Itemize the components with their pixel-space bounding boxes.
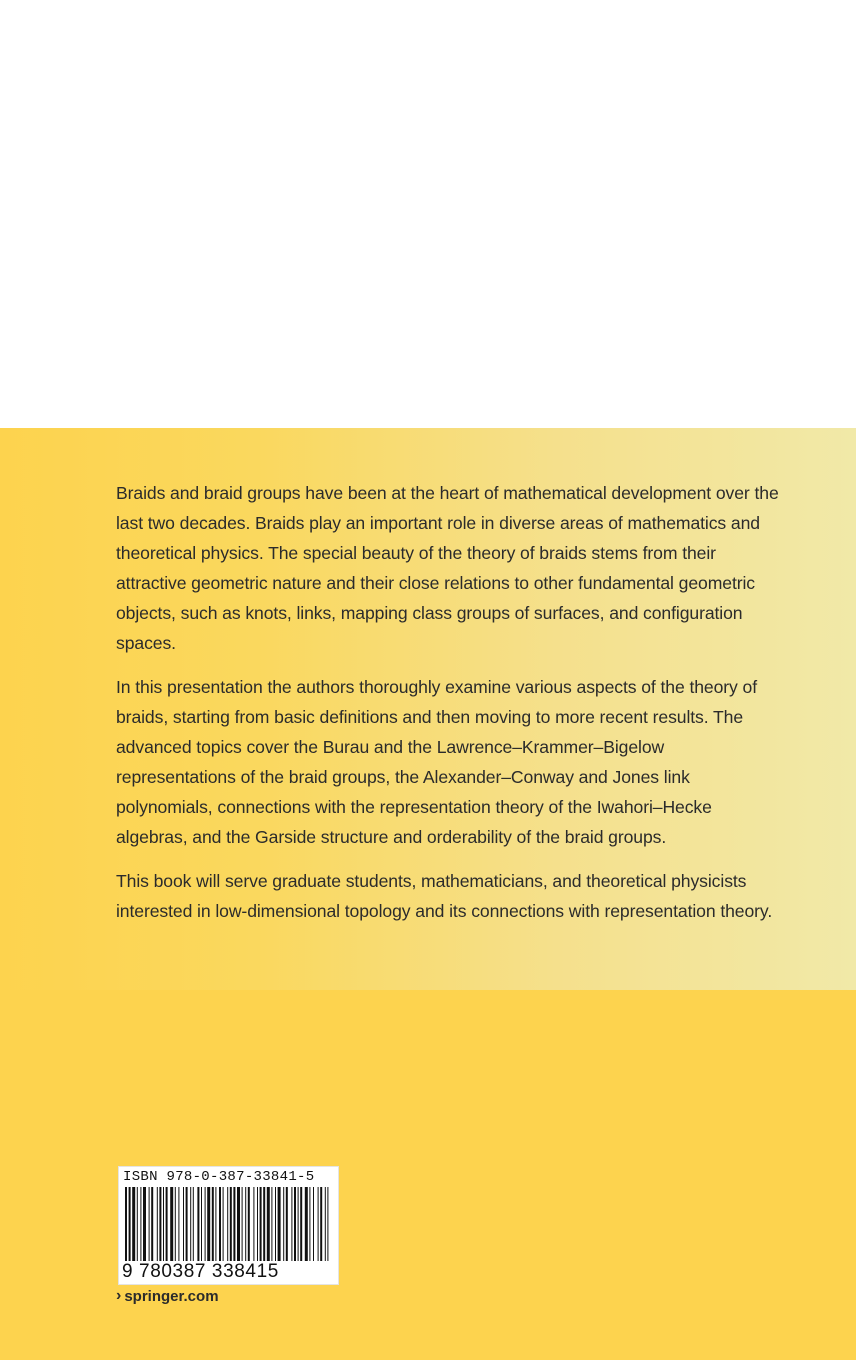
barcode-bar	[263, 1187, 265, 1261]
barcode-bar	[190, 1187, 191, 1269]
barcode-bar	[193, 1187, 194, 1269]
isbn-label: ISBN 978-0-387-33841-5	[123, 1169, 315, 1185]
publisher-url: springer.com	[124, 1287, 219, 1305]
barcode-bar	[197, 1187, 199, 1261]
barcode-bar	[242, 1187, 243, 1261]
barcode-bar	[257, 1187, 258, 1261]
barcode-bar	[186, 1187, 188, 1261]
barcode-bar	[129, 1187, 131, 1269]
publisher-link[interactable]	[116, 1287, 219, 1305]
isbn-barcode-box	[118, 1166, 339, 1285]
barcode-bar	[305, 1187, 308, 1261]
barcode-bar	[233, 1187, 235, 1261]
barcode-bar	[212, 1187, 214, 1261]
barcode-bar	[309, 1187, 310, 1261]
barcode-bar	[157, 1187, 158, 1261]
barcode-bar	[237, 1187, 240, 1261]
barcode-bar	[327, 1187, 328, 1261]
back-cover-blurb	[116, 478, 786, 940]
barcode-bar	[178, 1187, 179, 1261]
barcode-bar	[151, 1187, 153, 1261]
barcode-bar	[245, 1187, 246, 1261]
barcode-bar	[175, 1187, 176, 1261]
barcode-digits: 9 780387 338415	[122, 1261, 279, 1282]
blurb-paragraph-3: This book will serve graduate students, mathematicians, and theoretical physicists interested in low-dimensional topology and its connections with representation theory.	[116, 871, 773, 921]
barcode-bar	[166, 1187, 168, 1261]
barcode-bar	[137, 1187, 138, 1261]
barcode-bar	[253, 1187, 254, 1261]
barcode-bar	[207, 1187, 210, 1261]
top-white-area	[0, 0, 856, 428]
barcode-bar	[230, 1187, 232, 1261]
barcode-bar	[318, 1187, 319, 1261]
barcode-bar	[215, 1187, 216, 1261]
barcode-bar	[159, 1187, 161, 1261]
barcode-bar	[325, 1187, 326, 1261]
barcode-bar	[298, 1187, 299, 1261]
barcode-bars	[125, 1187, 331, 1269]
barcode-bar	[223, 1187, 224, 1261]
barcode-bar	[267, 1187, 270, 1261]
barcode-bar	[275, 1187, 276, 1261]
barcode-bar	[132, 1187, 135, 1261]
chevron-right-icon: ›	[116, 1287, 122, 1304]
barcode-bar	[219, 1187, 221, 1261]
barcode-bar	[201, 1187, 202, 1261]
barcode-bar	[143, 1187, 146, 1261]
barcode-bar	[291, 1187, 292, 1261]
blurb-paragraph-1: Braids and braid groups have been at the heart of mathematical development over the last two decades. Braids play an important role in diverse areas of mathematics and theoretical physics. The special beauty of the theory of braids stems from their attractive geometric nature and their close relations to other fundamental geometric objects, such as knots, links, mapping class groups of surfaces, and configuration spaces.	[116, 483, 779, 653]
barcode-bar	[140, 1187, 141, 1261]
barcode-bar	[320, 1187, 322, 1261]
barcode-bar	[227, 1187, 228, 1261]
barcode-bar	[125, 1187, 127, 1269]
barcode-bar	[183, 1187, 184, 1261]
barcode-bar	[205, 1187, 206, 1261]
barcode-bar	[283, 1187, 284, 1261]
barcode-bar	[170, 1187, 173, 1261]
barcode-bar	[313, 1187, 314, 1261]
barcode-bar	[271, 1187, 272, 1261]
barcode-bar	[294, 1187, 296, 1261]
barcode-bar	[260, 1187, 262, 1261]
barcode-bar	[149, 1187, 150, 1261]
blurb-paragraph-2: In this presentation the authors thoroughly examine various aspects of the theory of braids, starting from basic definitions and then moving to more recent results. The advanced topics cover the Burau and the Lawrence–Krammer–Bigelow representations of the braid groups, the Alexander–Conway and Jones link polynomials, connections with the representation theory of the Iwahori–Hecke algebras, and the Garside structure and orderability of the braid groups.	[116, 677, 757, 847]
barcode-bar	[286, 1187, 288, 1261]
barcode-bar	[300, 1187, 302, 1261]
barcode-bar	[278, 1187, 281, 1261]
barcode-bar	[248, 1187, 250, 1261]
barcode-bar	[163, 1187, 164, 1261]
